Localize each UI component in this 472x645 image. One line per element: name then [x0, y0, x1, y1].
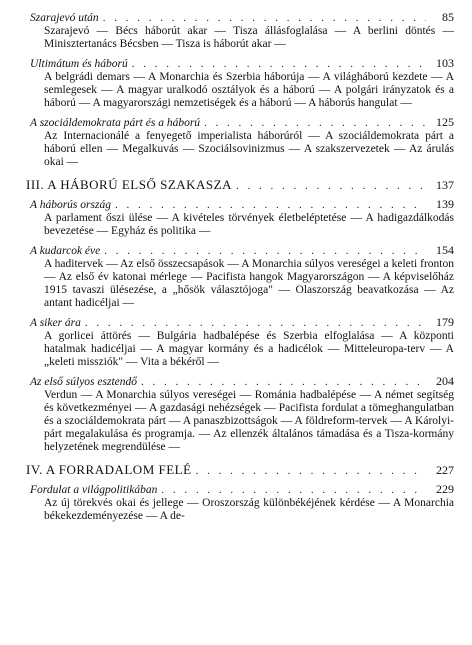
toc-page-number: 139 [436, 197, 454, 211]
dot-leader [132, 58, 426, 70]
dot-leader [104, 245, 426, 257]
toc-entry [30, 10, 454, 51]
toc-page-number: 85 [442, 10, 454, 24]
dot-leader [141, 376, 426, 388]
dot-leader [115, 199, 426, 211]
toc-section [26, 177, 454, 454]
dot-leader [204, 117, 426, 129]
toc-entry-title: A kudarcok éve [30, 245, 101, 257]
toc-page-number: 227 [436, 463, 454, 477]
toc-section [26, 462, 454, 523]
toc-entry-line [30, 243, 454, 258]
toc-entry-line [30, 56, 454, 71]
toc-entry-description: A gorlicei áttörés — Bulgária hadbalépése és Szerbia elfoglalása — A központi hatalmak hadicéljai — A magyar kormány és a hadicélok — Mitteleuropa-terv — A „keleti missziók" — Vita a békéről — [44, 330, 454, 368]
toc-entry-description: Szarajevó — Bécs háborút akar — Tisza állásfoglalása — A berlini döntés — Minisztertanács Bécsben — Tisza is háborút akar — [44, 25, 454, 50]
toc-entry [30, 374, 454, 454]
dot-leader [161, 484, 426, 496]
toc-entry-line [30, 315, 454, 330]
toc-entry-title: Ultimátum és háború [30, 58, 128, 70]
dot-leader [196, 465, 426, 477]
toc-entry-title: Szarajevó után [30, 12, 99, 24]
toc-entry-line [30, 10, 454, 25]
toc-entry-description: Az Internacionálé a fenyegető imperialista háborúról — A szociáldemokrata párt a háború ellen — Megalkuvás — Szociálsovinizmus — A szakszervezetek — Az árulás okai — [44, 130, 454, 168]
dot-leader [103, 12, 426, 24]
toc-entry [30, 197, 454, 238]
toc-entry [30, 243, 454, 310]
toc-page-number: 204 [436, 374, 454, 388]
toc-section [30, 10, 454, 169]
toc-entry-line [30, 482, 454, 497]
dot-leader [236, 180, 426, 192]
toc-page-number: 154 [436, 243, 454, 257]
toc-page-number: 229 [436, 482, 454, 496]
section-heading-title: IV. A FORRADALOM FELÉ [26, 462, 192, 477]
toc-page-number: 179 [436, 315, 454, 329]
toc-page-number: 125 [436, 115, 454, 129]
toc-section-heading [26, 462, 454, 478]
toc-entry-line [30, 197, 454, 212]
toc-entry [30, 56, 454, 110]
toc-entry-title: A szociáldemokrata párt és a háború [30, 117, 201, 129]
toc-entry-title: A háborús ország [30, 199, 111, 211]
toc-entry-description: Az új törekvés okai és jellege — Oroszország különbékéjének kérdése — A Monarchia békekezdeményezése — A de- [44, 497, 454, 522]
toc-entry-description: Verdun — A Monarchia súlyos vereségei — Románia hadbalépése — A német segítség és következményei — A gazdasági nehézségek — Pacifista fordulat a tömeghangulatban és a szociáldemokrata párt — A panaszbizottságok — A földreform-tervek — A Károlyi-párt megalakulása és programja. — Az ellenzék általános támadása és a Tisza-kormány helyzetének megrendülése — [44, 389, 454, 453]
toc-page-number: 103 [436, 56, 454, 70]
toc-entry [30, 482, 454, 523]
toc-entry-line [30, 115, 454, 130]
toc-entry-title: Fordulat a világpolitikában [30, 484, 158, 496]
toc-page-number: 137 [436, 178, 454, 192]
dot-leader [85, 317, 426, 329]
toc-entry [30, 315, 454, 369]
toc-entry-title: Az első súlyos esztendő [30, 376, 138, 388]
section-heading-title: III. A HÁBORÚ ELSŐ SZAKASZA [26, 177, 232, 192]
toc-section-heading [26, 177, 454, 193]
toc-entry-description: A haditervek — Az első összecsapások — A Monarchia súlyos vereségei a keleti fronton — Az első év katonai mérlege — Pacifista hangok Magyarországon — A képviselőház 1915 tavaszi ülésezése, a „hősök választójoga" — Olaszország beavatkozása — Az antant hadicéljai — [44, 258, 454, 309]
toc-entry [30, 115, 454, 169]
toc-entry-description: A belgrádi demars — A Monarchia és Szerbia háborúja — A világháború kezdete — A semlegesek — A magyar uralkodó osztályok és a háború — A polgári irányzatok és a háború — A magyarországi nemzetiségek és a háború — A háborús hangulat — [44, 71, 454, 109]
toc-entry-description: A parlament őszi ülése — A kivételes törvények életbeléptetése — A hadigazdálkodás bevezetése — Egyház és politika — [44, 212, 454, 237]
toc-entry-title: A siker ára [30, 317, 81, 329]
toc-entry-line [30, 374, 454, 389]
